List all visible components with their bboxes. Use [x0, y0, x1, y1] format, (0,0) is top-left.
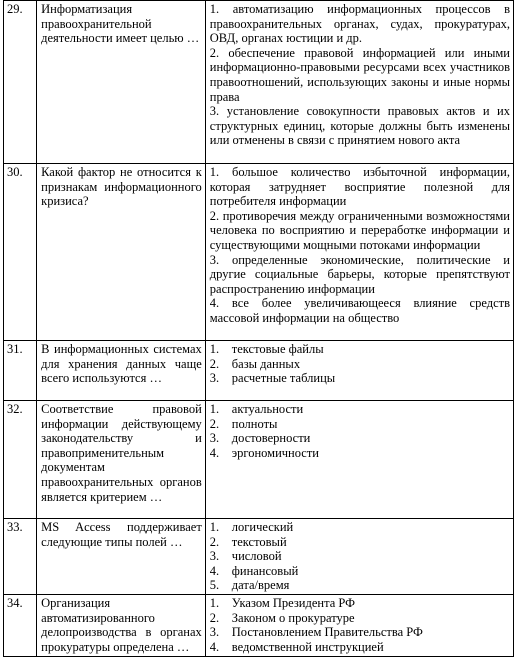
answer-number: 5. — [209, 578, 220, 593]
answer-text: логический — [231, 520, 294, 534]
answer-text: достоверности — [231, 431, 311, 446]
answer-list — [205, 594, 513, 656]
table-row — [4, 341, 514, 401]
answer-number: 3. — [209, 549, 220, 564]
answer-number: 1. — [209, 342, 220, 356]
test-questions-table — [3, 0, 514, 657]
answer-option: 3. установление совокупности правовых актов и их структурных единиц, которые должны быть изменены или отменены в связи с принятием нового акта — [209, 104, 510, 148]
answer-option — [210, 371, 510, 386]
answer-option — [210, 431, 510, 446]
answer-number: 2. — [209, 356, 220, 371]
answer-option — [210, 446, 510, 461]
answer-text: числовой — [231, 549, 282, 564]
answer-option: 2. обеспечение правовой информацией или иными информационно-правовыми ресурсами всех участников правоотношений, использующих законы и иные нормы права — [209, 45, 510, 104]
answer-text: базы данных — [231, 356, 301, 371]
answer-number: 3. — [209, 625, 220, 640]
answer-number: 4. — [209, 445, 220, 460]
answer-number: 1. — [209, 520, 220, 534]
answer-number: 2. — [209, 416, 220, 431]
answer-text: финансовый — [231, 563, 299, 578]
answer-number: 3. — [209, 431, 220, 446]
table-row — [4, 164, 514, 341]
question-number: 29. — [4, 1, 37, 164]
answer-list — [205, 341, 513, 401]
answer-text: текстовый — [231, 534, 287, 549]
answer-option — [210, 596, 510, 611]
answer-number: 2. — [209, 610, 220, 625]
answer-option — [210, 578, 510, 593]
answer-option — [210, 640, 510, 655]
answer-list — [205, 401, 513, 519]
table-row — [4, 1, 514, 164]
answer-option — [210, 535, 510, 550]
answer-number: 2. — [209, 534, 220, 549]
answer-text: актуальности — [231, 402, 304, 416]
answer-text: полноты — [231, 416, 278, 431]
answer-option: 1. большое количество избыточной информации, которая затрудняет восприятие полезной для потребителя информации — [209, 165, 510, 209]
answer-option: 3. определенные экономические, политические и другие социальные барьеры, которые препятствуют распространению информации — [209, 252, 510, 296]
table-row — [4, 401, 514, 519]
answer-text: Указом Президента РФ — [231, 595, 355, 610]
answer-text: расчетные таблицы — [231, 371, 336, 386]
answer-option: 4. все более увеличивающееся влияние средств массовой информации на общество — [209, 296, 510, 325]
answer-option — [210, 417, 510, 432]
question-number: 31. — [4, 341, 37, 401]
answer-number: 1. — [209, 595, 220, 610]
answer-number: 1. — [209, 402, 220, 416]
answer-list — [205, 164, 513, 341]
answer-list — [205, 1, 513, 164]
answer-number: 3. — [209, 371, 220, 386]
question-text: MS Access поддерживает следующие типы полей … — [37, 519, 206, 595]
question-number: 34. — [4, 594, 37, 656]
answer-text: Законом о прокуратуре — [231, 610, 355, 625]
answer-option — [210, 611, 510, 626]
answer-option — [210, 342, 510, 357]
question-text: Организация автоматизированного делопроизводства в органах прокуратуры определена … — [37, 594, 206, 656]
answer-number: 4. — [209, 563, 220, 578]
question-text: В информационных системах для хранения данных чаще всего используются … — [37, 341, 206, 401]
answer-number: 4. — [209, 639, 220, 654]
answer-text: Постановлением Правительства РФ — [231, 625, 423, 640]
answer-option — [210, 564, 510, 579]
answer-text: эргономичности — [231, 445, 320, 460]
answer-option: 2. противоречия между ограниченными возможностями человека по восприятию и переработке информации и существующими мощными потоками информации — [209, 208, 510, 252]
table-row — [4, 594, 514, 656]
question-number: 30. — [4, 164, 37, 341]
question-number: 33. — [4, 519, 37, 595]
answer-option — [210, 357, 510, 372]
question-text: Какой фактор не относится к признакам информационного кризиса? — [37, 164, 206, 341]
answer-text: текстовые файлы — [231, 342, 324, 356]
question-text: Соответствие правовой информации действующему законодательству и правоприменительным документам правоохранительных органов является критерием … — [37, 401, 206, 519]
answer-option — [210, 549, 510, 564]
answer-option: 1. автоматизацию информационных процессов в правоохранительных органах, судах, прокуратурах, ОВД, органах юстиции и др. — [209, 2, 510, 46]
answer-text: ведомственной инструкцией — [231, 639, 384, 654]
table-row — [4, 519, 514, 595]
answer-list — [205, 519, 513, 595]
answer-option — [210, 402, 510, 417]
question-text: Информатизация правоохранительной деятельности имеет целью … — [37, 1, 206, 164]
answer-option — [210, 625, 510, 640]
question-number: 32. — [4, 401, 37, 519]
answer-text: дата/время — [231, 578, 290, 593]
answer-option — [210, 520, 510, 535]
